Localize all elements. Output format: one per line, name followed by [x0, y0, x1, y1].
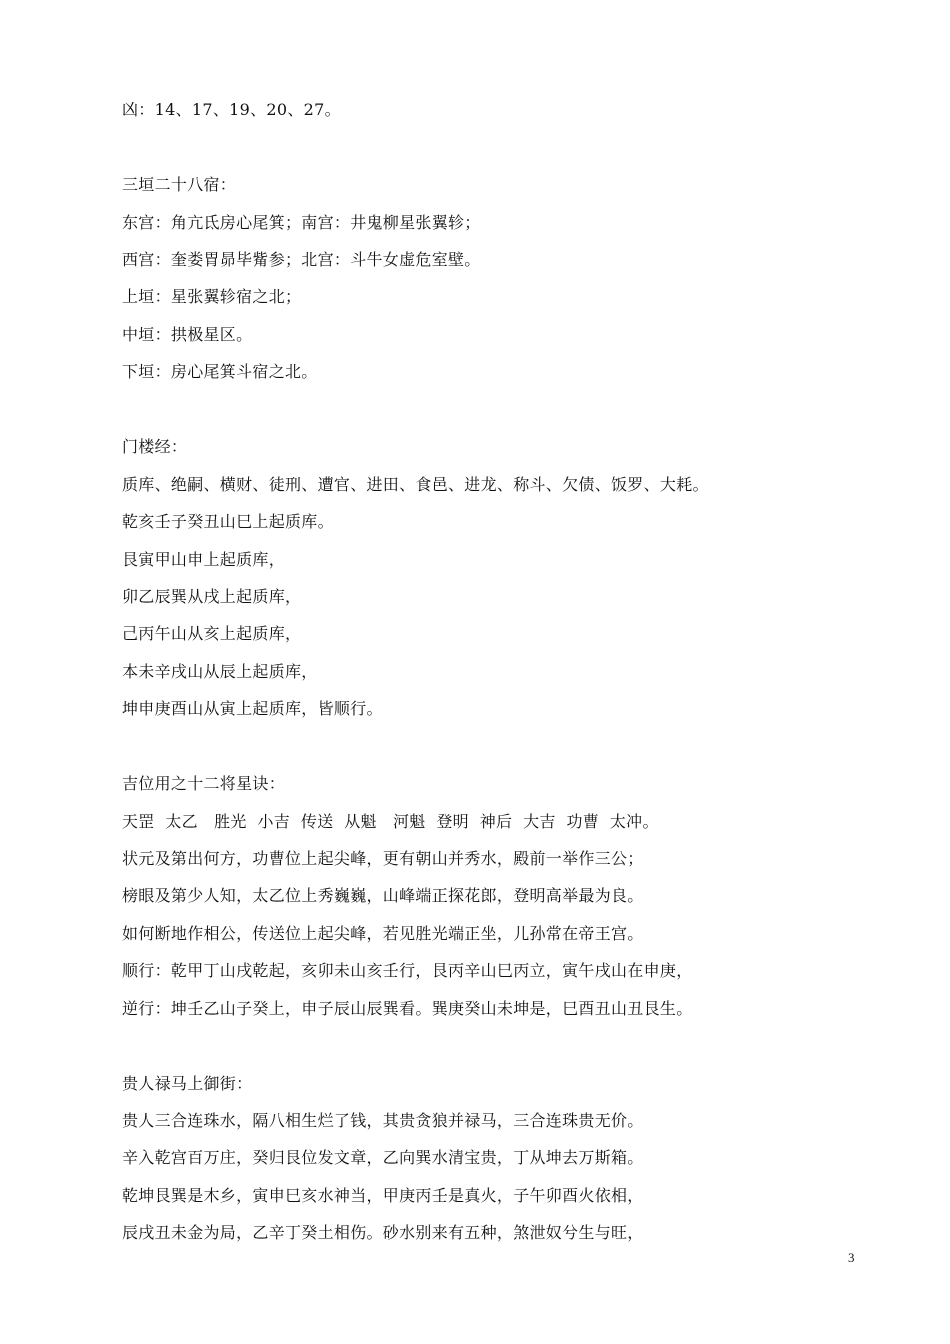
- text-line: 己丙午山从亥上起质库，: [122, 624, 302, 643]
- text-line: 天罡 太乙 胜光 小吉 传送 从魁 河魁 登明 神后 大吉 功曹 太冲。: [122, 812, 659, 831]
- page-number: 3: [848, 1250, 855, 1265]
- text-line: 乾亥壬子癸丑山巳上起质库。: [122, 512, 334, 531]
- text-line: 东宫：角亢氐房心尾箕；南宫：井鬼柳星张翼轸；: [122, 213, 481, 232]
- text-line: 辰戌丑未金为局，乙辛丁癸土相伤。砂水别来有五种，煞泄奴兮生与旺，: [122, 1223, 644, 1242]
- text-line: 如何断地作相公，传送位上起尖峰，若见胜光端正坐，儿孙常在帝王宫。: [122, 924, 644, 943]
- text-line: 坤申庚酉山从寅上起质库，皆顺行。: [122, 699, 383, 718]
- text-line: 状元及第出何方，功曹位上起尖峰，更有朝山并秀水，殿前一举作三公；: [122, 849, 644, 868]
- section-heading: 吉位用之十二将星诀：: [122, 774, 286, 793]
- text-line: 顺行：乾甲丁山戌乾起，亥卯未山亥壬行，艮丙辛山巳丙立，寅午戌山在申庚，: [122, 961, 693, 980]
- text-line: 中垣：拱极星区。: [122, 325, 253, 344]
- text-line: 质库、绝嗣、横财、徒刑、遭官、进田、食邑、进龙、称斗、欠债、饭罗、大耗。: [122, 475, 709, 494]
- text-line: 艮寅甲山申上起质库，: [122, 550, 286, 569]
- text-line: 辛入乾宫百万庄，癸归艮位发文章，乙向巽水清宝贵，丁从坤去万斯箱。: [122, 1148, 644, 1167]
- text-line: 本未辛戌山从辰上起质库，: [122, 662, 318, 681]
- text-line: 凶：14、17、19、20、27。: [122, 100, 341, 119]
- section-heading: 三垣二十八宿：: [122, 175, 237, 194]
- section-heading: 门楼经：: [122, 437, 188, 456]
- section-heading: 贵人禄马上御街：: [122, 1074, 253, 1093]
- text-line: 逆行：坤壬乙山子癸上，申子辰山辰巽看。巽庚癸山未坤是，巳酉丑山丑艮生。: [122, 999, 693, 1018]
- text-line: 乾坤艮巽是木乡，寅申巳亥水神当，甲庚丙壬是真火，子午卯酉火依相，: [122, 1186, 644, 1205]
- text-line: 榜眼及第少人知，太乙位上秀巍巍，山峰端正探花郎，登明高举最为良。: [122, 886, 644, 905]
- text-line: 上垣：星张翼轸宿之北；: [122, 287, 302, 306]
- text-line: 卯乙辰巽从戌上起质库，: [122, 587, 302, 606]
- text-line: 贵人三合连珠水，隔八相生烂了钱，其贵贪狼并禄马，三合连珠贵无价。: [122, 1111, 644, 1130]
- text-line: 下垣：房心尾箕斗宿之北。: [122, 362, 318, 381]
- text-line: 西宫：奎娄胃昴毕觜参；北宫：斗牛女虚危室壁。: [122, 250, 481, 269]
